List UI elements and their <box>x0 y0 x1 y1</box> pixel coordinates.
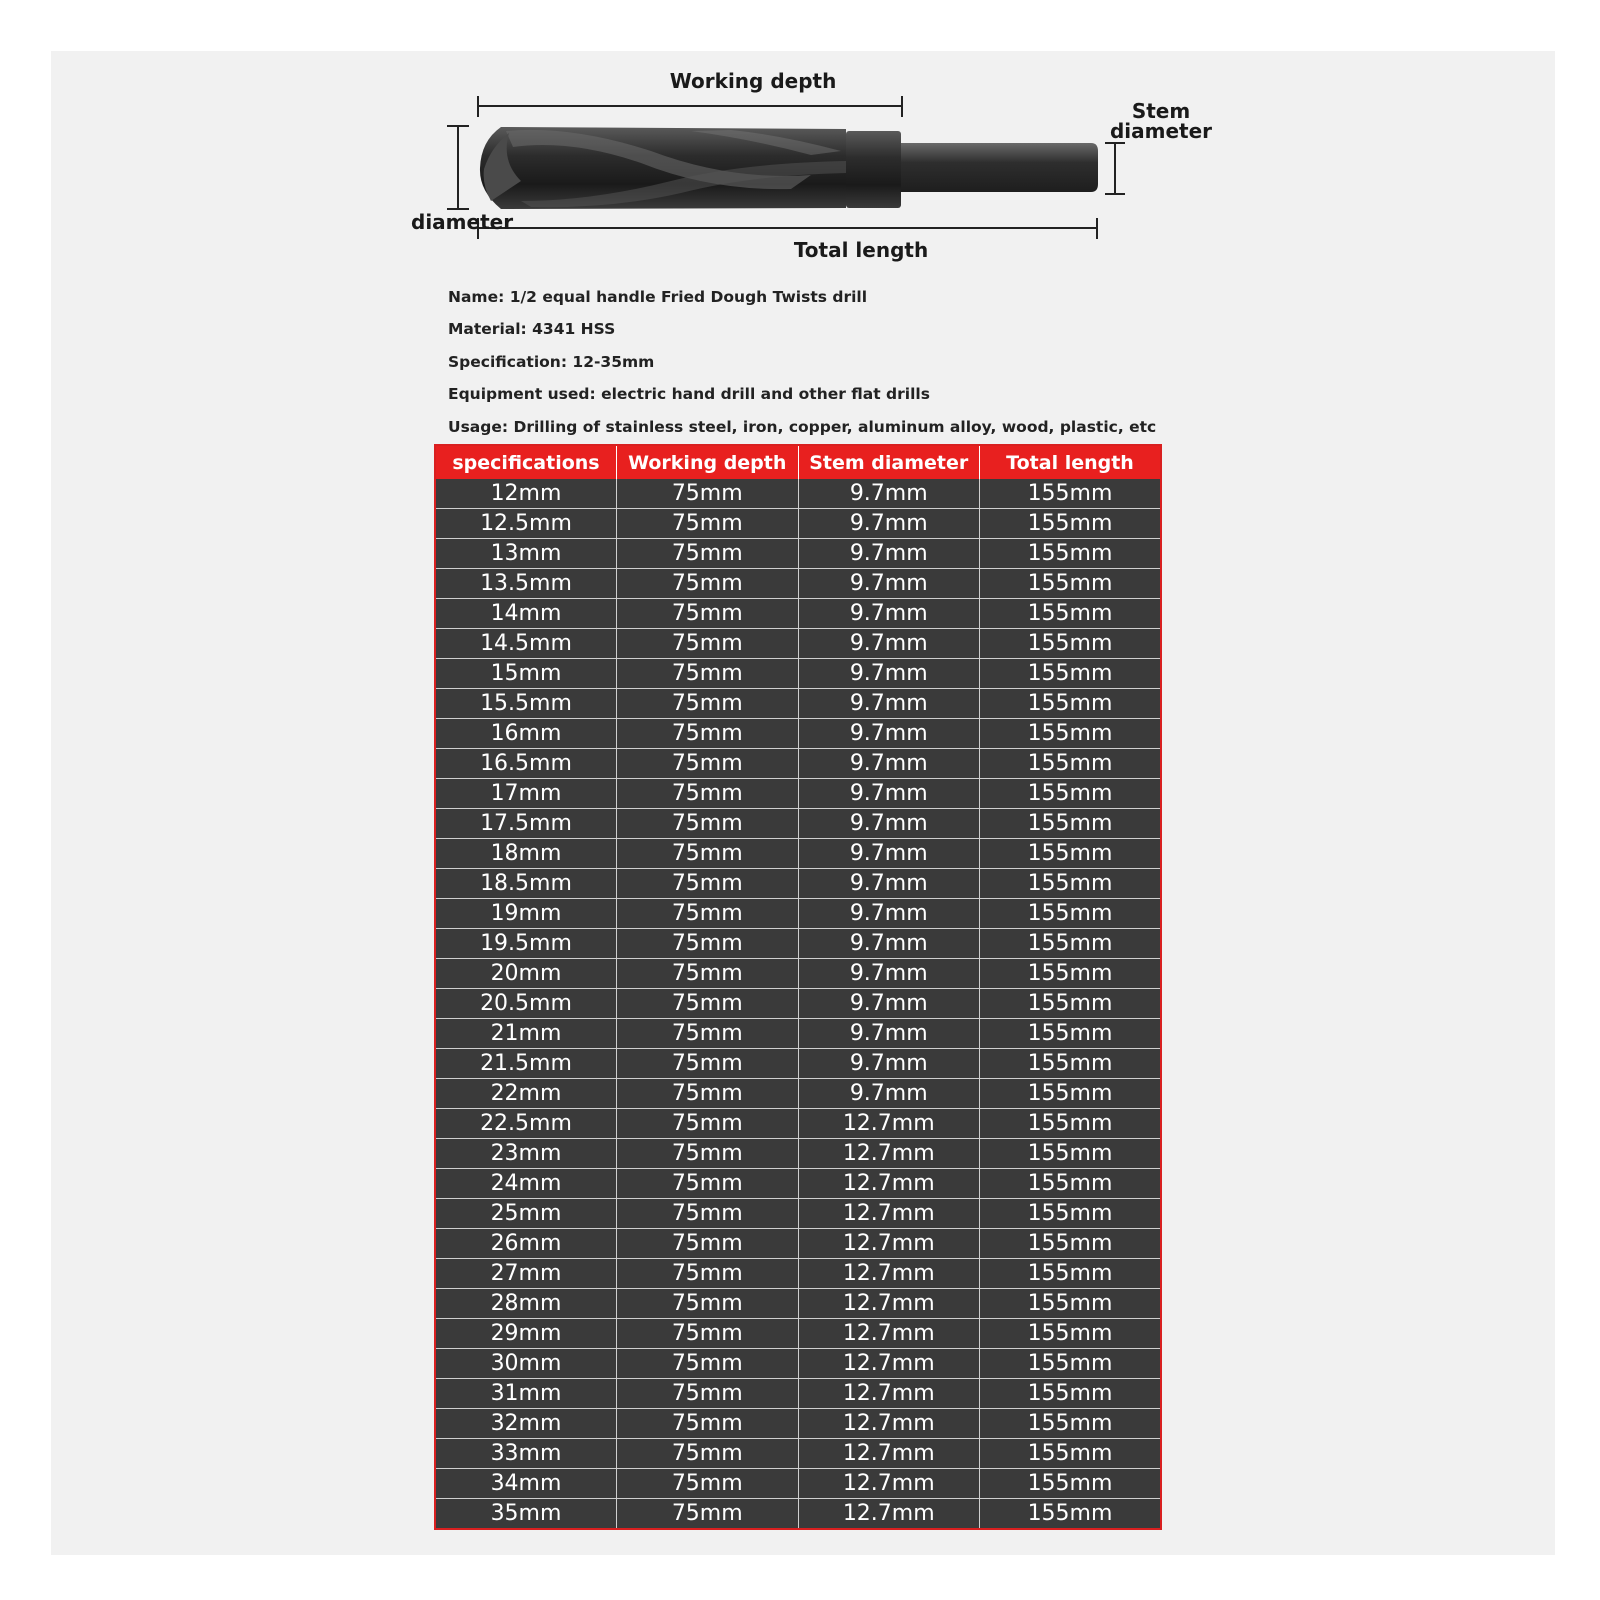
table-cell: 75mm <box>617 809 799 839</box>
table-row <box>435 569 1161 599</box>
working-depth-label: Working depth <box>669 69 837 93</box>
table-cell: 9.7mm <box>798 899 980 929</box>
info-material: Material: 4341 HSS <box>448 320 616 339</box>
table-cell: 75mm <box>617 1499 799 1530</box>
table-cell: 19.5mm <box>435 929 617 959</box>
table-row <box>435 509 1161 539</box>
table-cell: 155mm <box>980 1289 1162 1319</box>
table-cell: 155mm <box>980 1379 1162 1409</box>
product-panel <box>51 51 1555 1555</box>
table-cell: 9.7mm <box>798 809 980 839</box>
table-cell: 75mm <box>617 1469 799 1499</box>
table-cell: 14mm <box>435 599 617 629</box>
table-cell: 75mm <box>617 1019 799 1049</box>
table-cell: 155mm <box>980 839 1162 869</box>
table-cell: 15mm <box>435 659 617 689</box>
table-row <box>435 1139 1161 1169</box>
table-cell: 155mm <box>980 959 1162 989</box>
table-cell: 16.5mm <box>435 749 617 779</box>
table-cell: 75mm <box>617 1169 799 1199</box>
table-cell: 20.5mm <box>435 989 617 1019</box>
stem-diameter-dimension <box>1105 143 1125 194</box>
column-header: Working depth <box>617 445 799 479</box>
table-cell: 75mm <box>617 1439 799 1469</box>
diameter-dimension <box>447 126 469 209</box>
table-cell: 155mm <box>980 1229 1162 1259</box>
table-row <box>435 959 1161 989</box>
table-cell: 12.7mm <box>798 1109 980 1139</box>
table-cell: 9.7mm <box>798 839 980 869</box>
table-cell: 34mm <box>435 1469 617 1499</box>
table-row <box>435 1049 1161 1079</box>
table-row <box>435 839 1161 869</box>
table-row <box>435 869 1161 899</box>
table-cell: 75mm <box>617 989 799 1019</box>
table-cell: 155mm <box>980 1349 1162 1379</box>
table-cell: 155mm <box>980 1079 1162 1109</box>
table-row <box>435 1349 1161 1379</box>
table-cell: 12.7mm <box>798 1439 980 1469</box>
table-cell: 155mm <box>980 629 1162 659</box>
table-cell: 12.7mm <box>798 1139 980 1169</box>
table-cell: 17.5mm <box>435 809 617 839</box>
table-cell: 24mm <box>435 1169 617 1199</box>
table-cell: 31mm <box>435 1379 617 1409</box>
table-cell: 155mm <box>980 779 1162 809</box>
table-cell: 155mm <box>980 749 1162 779</box>
table-cell: 155mm <box>980 809 1162 839</box>
table-cell: 75mm <box>617 1049 799 1079</box>
table-cell: 75mm <box>617 659 799 689</box>
table-row <box>435 929 1161 959</box>
table-cell: 75mm <box>617 539 799 569</box>
table-cell: 12mm <box>435 479 617 509</box>
table-cell: 32mm <box>435 1409 617 1439</box>
info-name: Name: 1/2 equal handle Fried Dough Twists drill <box>448 288 868 306</box>
table-cell: 9.7mm <box>798 1019 980 1049</box>
table-cell: 155mm <box>980 1319 1162 1349</box>
table-cell: 155mm <box>980 539 1162 569</box>
table-row <box>435 1079 1161 1109</box>
table-cell: 155mm <box>980 1469 1162 1499</box>
table-cell: 75mm <box>617 839 799 869</box>
table-cell: 75mm <box>617 749 799 779</box>
table-cell: 75mm <box>617 1079 799 1109</box>
table-row <box>435 1199 1161 1229</box>
table-cell: 12.7mm <box>798 1379 980 1409</box>
table-cell: 9.7mm <box>798 779 980 809</box>
column-header: specifications <box>435 445 617 479</box>
table-cell: 25mm <box>435 1199 617 1229</box>
diameter-label: diameter <box>411 210 514 234</box>
table-cell: 14.5mm <box>435 629 617 659</box>
table-cell: 12.7mm <box>798 1499 980 1530</box>
table-row <box>435 749 1161 779</box>
table-cell: 15.5mm <box>435 689 617 719</box>
table-row <box>435 539 1161 569</box>
table-cell: 9.7mm <box>798 959 980 989</box>
table-row <box>435 779 1161 809</box>
table-cell: 9.7mm <box>798 989 980 1019</box>
table-cell: 75mm <box>617 1289 799 1319</box>
table-cell: 75mm <box>617 869 799 899</box>
table-cell: 9.7mm <box>798 1049 980 1079</box>
table-cell: 21mm <box>435 1019 617 1049</box>
table-row <box>435 1439 1161 1469</box>
table-cell: 22.5mm <box>435 1109 617 1139</box>
table-cell: 155mm <box>980 719 1162 749</box>
table-cell: 12.7mm <box>798 1469 980 1499</box>
table-cell: 75mm <box>617 599 799 629</box>
table-cell: 18.5mm <box>435 869 617 899</box>
table-cell: 155mm <box>980 1139 1162 1169</box>
stem-label-line1: Stem <box>1131 99 1191 123</box>
table-cell: 75mm <box>617 629 799 659</box>
table-cell: 12.5mm <box>435 509 617 539</box>
table-row <box>435 1289 1161 1319</box>
table-cell: 155mm <box>980 1409 1162 1439</box>
table-cell: 155mm <box>980 1199 1162 1229</box>
table-cell: 75mm <box>617 1319 799 1349</box>
table-cell: 33mm <box>435 1439 617 1469</box>
table-cell: 12.7mm <box>798 1199 980 1229</box>
info-equipment: Equipment used: electric hand drill and other flat drills <box>448 385 930 404</box>
product-info <box>448 281 1208 443</box>
table-cell: 75mm <box>617 1199 799 1229</box>
table-row <box>435 599 1161 629</box>
table-row <box>435 989 1161 1019</box>
drill-bit-illustration <box>480 127 1098 209</box>
table-cell: 12.7mm <box>798 1349 980 1379</box>
table-cell: 22mm <box>435 1079 617 1109</box>
table-cell: 155mm <box>980 569 1162 599</box>
table-row <box>435 1169 1161 1199</box>
info-usage: Usage: Drilling of stainless steel, iron, copper, aluminum alloy, wood, plastic, etc <box>448 417 1157 436</box>
table-cell: 155mm <box>980 1109 1162 1139</box>
table-cell: 155mm <box>980 1259 1162 1289</box>
table-cell: 155mm <box>980 989 1162 1019</box>
table-row <box>435 659 1161 689</box>
column-header: Total length <box>980 445 1162 479</box>
table-cell: 12.7mm <box>798 1319 980 1349</box>
table-cell: 75mm <box>617 719 799 749</box>
table-cell: 75mm <box>617 779 799 809</box>
table-cell: 75mm <box>617 1349 799 1379</box>
table-cell: 75mm <box>617 1109 799 1139</box>
table-cell: 155mm <box>980 869 1162 899</box>
table-cell: 9.7mm <box>798 569 980 599</box>
table-body <box>435 479 1161 1529</box>
table-row <box>435 1019 1161 1049</box>
table-cell: 17mm <box>435 779 617 809</box>
table-cell: 75mm <box>617 959 799 989</box>
stem-diameter-label <box>1091 101 1231 141</box>
table-cell: 75mm <box>617 1259 799 1289</box>
table-cell: 9.7mm <box>798 659 980 689</box>
table-cell: 29mm <box>435 1319 617 1349</box>
table-cell: 12.7mm <box>798 1259 980 1289</box>
table-cell: 75mm <box>617 479 799 509</box>
total-length-dimension <box>478 218 1097 239</box>
table-cell: 155mm <box>980 1049 1162 1079</box>
table-cell: 18mm <box>435 839 617 869</box>
total-length-label: Total length <box>793 238 929 262</box>
table-cell: 9.7mm <box>798 1079 980 1109</box>
working-depth-dimension <box>478 96 902 117</box>
table-cell: 27mm <box>435 1259 617 1289</box>
table-cell: 155mm <box>980 899 1162 929</box>
table-cell: 155mm <box>980 1499 1162 1530</box>
table-cell: 155mm <box>980 509 1162 539</box>
table-cell: 13.5mm <box>435 569 617 599</box>
table-row <box>435 719 1161 749</box>
table-row <box>435 629 1161 659</box>
table-cell: 155mm <box>980 929 1162 959</box>
table-cell: 9.7mm <box>798 719 980 749</box>
table-row <box>435 899 1161 929</box>
table-row <box>435 1469 1161 1499</box>
table-cell: 155mm <box>980 479 1162 509</box>
table-row <box>435 809 1161 839</box>
table-row <box>435 479 1161 509</box>
table-header-row <box>435 445 1161 479</box>
table-cell: 75mm <box>617 509 799 539</box>
table-row <box>435 1379 1161 1409</box>
column-header: Stem diameter <box>798 445 980 479</box>
table-cell: 30mm <box>435 1349 617 1379</box>
table-cell: 9.7mm <box>798 599 980 629</box>
table-cell: 13mm <box>435 539 617 569</box>
table-cell: 21.5mm <box>435 1049 617 1079</box>
table-cell: 75mm <box>617 569 799 599</box>
table-cell: 155mm <box>980 1169 1162 1199</box>
table-cell: 12.7mm <box>798 1229 980 1259</box>
table-cell: 9.7mm <box>798 749 980 779</box>
table-cell: 9.7mm <box>798 929 980 959</box>
table-row <box>435 1319 1161 1349</box>
table-cell: 16mm <box>435 719 617 749</box>
table-cell: 155mm <box>980 599 1162 629</box>
table-cell: 9.7mm <box>798 869 980 899</box>
table-cell: 155mm <box>980 689 1162 719</box>
table-cell: 9.7mm <box>798 479 980 509</box>
table-cell: 26mm <box>435 1229 617 1259</box>
table-cell: 155mm <box>980 659 1162 689</box>
table-cell: 75mm <box>617 1409 799 1439</box>
table-cell: 9.7mm <box>798 509 980 539</box>
table-cell: 12.7mm <box>798 1289 980 1319</box>
info-specification: Specification: 12-35mm <box>448 352 655 371</box>
table-cell: 12.7mm <box>798 1409 980 1439</box>
table-row <box>435 1409 1161 1439</box>
table-cell: 75mm <box>617 899 799 929</box>
table-row <box>435 1259 1161 1289</box>
table-cell: 12.7mm <box>798 1169 980 1199</box>
table-cell: 75mm <box>617 1139 799 1169</box>
table-cell: 19mm <box>435 899 617 929</box>
table-cell: 9.7mm <box>798 539 980 569</box>
table-row <box>435 1109 1161 1139</box>
table-cell: 155mm <box>980 1439 1162 1469</box>
table-row <box>435 1229 1161 1259</box>
table-row <box>435 689 1161 719</box>
stem-label-line2: diameter <box>1109 119 1213 143</box>
table-cell: 75mm <box>617 1379 799 1409</box>
table-cell: 9.7mm <box>798 629 980 659</box>
table-cell: 9.7mm <box>798 689 980 719</box>
table-cell: 75mm <box>617 1229 799 1259</box>
table-row <box>435 1499 1161 1530</box>
table-cell: 75mm <box>617 929 799 959</box>
table-cell: 20mm <box>435 959 617 989</box>
table-cell: 28mm <box>435 1289 617 1319</box>
table-cell: 75mm <box>617 689 799 719</box>
spec-table <box>434 444 1162 1530</box>
table-cell: 23mm <box>435 1139 617 1169</box>
table-cell: 155mm <box>980 1019 1162 1049</box>
table-cell: 35mm <box>435 1499 617 1530</box>
